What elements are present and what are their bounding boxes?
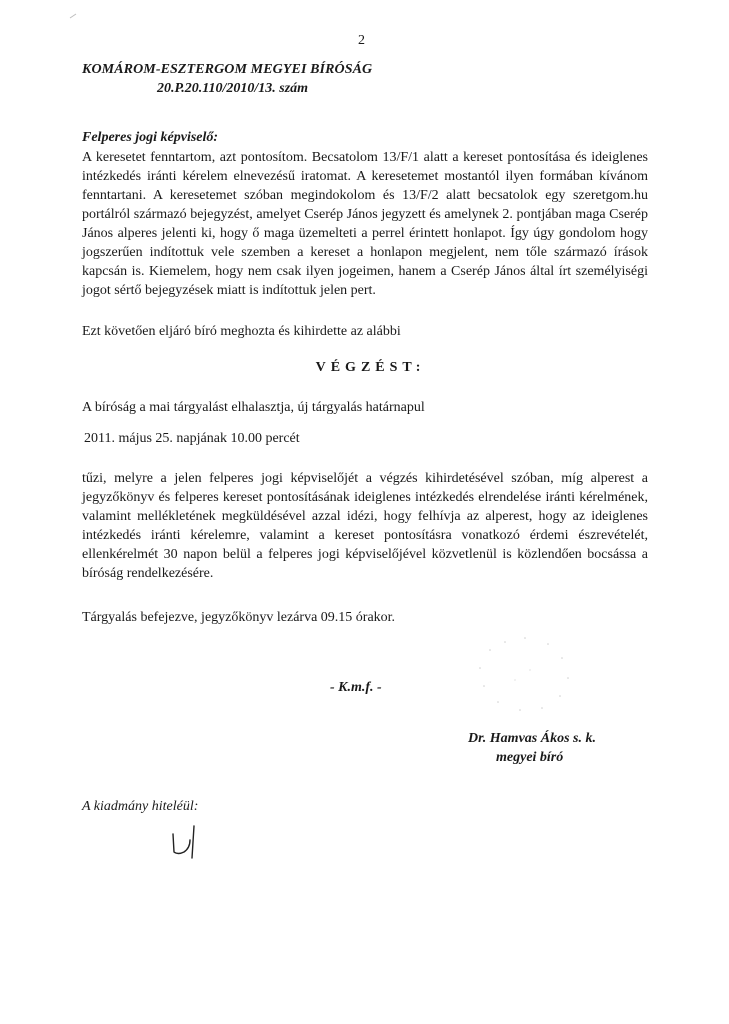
plaintiff-statement: A keresetet fenntartom, azt pontosítom. Becsatolom 13/F/1 alatt a kereset pontosítása és ideiglenes intézkedés iránti kérelem elnevezésű iratomat. A keresetemet mostantól ilyen formában kívánom fenntartani. A keresetemet szóban megindokolom és 13/F/2 alatt becsatolok egy szeretgom.hu portálról származó bejegyzést, amelyet Cserép János jegyzett és amelynek 2. pontjában maga Cserép János alperes jelenti ki, hogy ő maga üzemelteti a perrel érintett honlapot. Így úgy gondolom hogy jogszerűen indítottuk vele szemben a kereset a honlapon megjelent, nem tőle származó írások kapcsán is. Kiemelem, hogy nem csak ilyen jogeimen, hanem a Cserép János által írt személyiségi jogot sértő bejegyzések miatt is indítottuk jelen pert. bbox=[82, 150, 648, 298]
faint-stamp bbox=[470, 630, 580, 720]
case-number: 20.P.20.110/2010/13. szám bbox=[157, 81, 309, 96]
judge-name: Dr. Hamvas Ákos s. k. bbox=[468, 731, 596, 746]
kmf-mark: - K.m.f. - bbox=[330, 680, 382, 695]
adjournment-text: A bíróság a mai tárgyalást elhalasztja, új tárgyalás határnapul bbox=[82, 400, 425, 415]
plaintiff-counsel-heading: Felperes jogi képviselő: bbox=[82, 130, 219, 145]
court-name: KOMÁROM-ESZTERGOM MEGYEI BÍRÓSÁG bbox=[82, 62, 373, 77]
decision-title: VÉGZÉST: bbox=[315, 360, 426, 375]
summons-text: tűzi, melyre a jelen felperes jogi képviselőjét a végzés kihirdetésével szóban, míg alperest a jegyzőkönyv és felperes kereset pontosításának ideiglenes intézkedés elrendelése iránti kérelmének, valamint mellékletének megküldésével azzal idézi, hogy felhívja az alperest, hogy az ideiglenes intézkedés iránti kérelemre, valamint a kereset pontosításra vonatkozó érdemi észrevételét, ellenkérelmét 30 napon belül a felperes jogi képviselőjével közvetlenül is közlendően bocsássa a bíróság rendelkezésére. bbox=[82, 471, 648, 581]
page-number: 2 bbox=[358, 33, 365, 48]
handwritten-signature bbox=[168, 822, 208, 862]
decision-intro: Ezt követően eljáró bíró meghozta és kihirdette az alábbi bbox=[82, 324, 401, 339]
scan-mark bbox=[68, 8, 88, 20]
hearing-date: 2011. május 25. napjának 10.00 percét bbox=[84, 431, 300, 446]
closing-note: Tárgyalás befejezve, jegyzőkönyv lezárva 09.15 órakor. bbox=[82, 610, 396, 625]
judge-title: megyei bíró bbox=[496, 750, 564, 765]
copy-certification: A kiadmány hiteléül: bbox=[82, 799, 199, 814]
